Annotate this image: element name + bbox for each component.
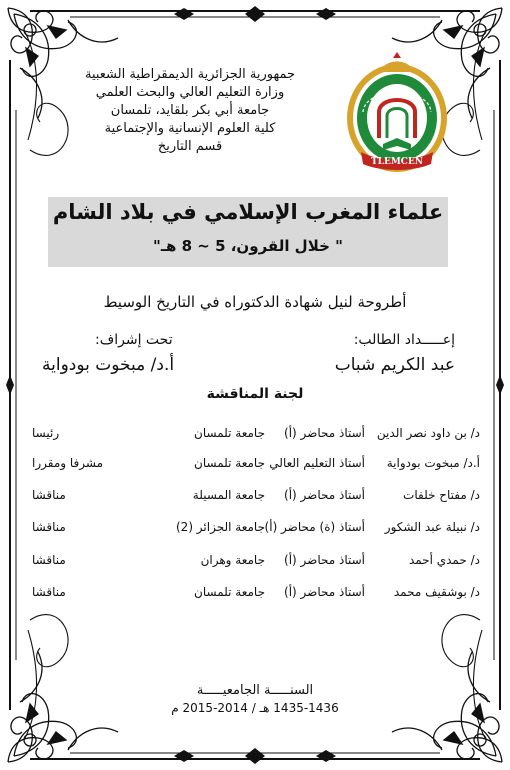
member-rank: أستاذ محاضر (أ): [284, 488, 365, 502]
member-role: مشرفا ومقررا: [32, 456, 104, 470]
member-rank: أستاذ (ة) محاضر (أ): [264, 520, 365, 534]
member-university: جامعة تلمسان: [194, 426, 265, 440]
member-role: مناقشا: [32, 520, 66, 534]
member-university: جامعة المسيلة: [192, 488, 265, 502]
student-name: عبد الكريم شباب: [334, 355, 455, 375]
member-role: مناقشا: [32, 488, 66, 502]
supervisor-name: أ.د/ مبخوت بودواية: [42, 355, 175, 375]
academic-year-label: السنـــــة الجامعيـــــة: [196, 683, 314, 698]
member-university: جامعة تلمسان: [194, 585, 265, 599]
thesis-degree-statement: أطروحة لنيل شهادة الدكتوراه في التاريخ الوسيط: [103, 293, 407, 311]
committee-title: لجنة المناقشة: [206, 386, 304, 402]
seal-tlemcen-text: TLEMCEN: [370, 157, 424, 167]
member-rank: أستاذ التعليم العالي: [269, 456, 365, 470]
member-name: د/ نبيلة عبد الشكور: [384, 520, 480, 534]
member-rank: أستاذ محاضر (أ): [284, 553, 365, 567]
university-name: جامعة أبي بكر بلقايد، تلمسان: [110, 103, 270, 118]
member-role: مناقشا: [32, 553, 66, 567]
thesis-subtitle: " خلال القرون، 5 ~ 8 هـ": [153, 237, 343, 255]
member-university: جامعة وهران: [200, 553, 265, 567]
member-name: د/ بن داود نصر الدين: [376, 426, 480, 440]
department-name: قسم التاريخ: [157, 139, 223, 154]
republic-name: جمهورية الجزائرية الديمقراطية الشعبية: [84, 67, 296, 82]
member-university: جامعة تلمسان: [194, 456, 265, 470]
member-name: أ.د/ مبخوت بودواية: [386, 456, 480, 470]
member-role: رئيسا: [32, 426, 60, 440]
member-rank: أستاذ محاضر (أ): [284, 585, 365, 599]
committee-row: [30, 488, 480, 508]
committee-row: [30, 553, 480, 573]
member-rank: أستاذ محاضر (أ): [284, 426, 365, 440]
supervisor-label: تحت إشراف:: [95, 332, 173, 348]
member-name: د/ بوشقيف محمد: [393, 585, 480, 599]
member-name: د/ مفتاح خلفات: [403, 488, 480, 502]
committee-row: [30, 520, 480, 540]
committee-row: [30, 456, 480, 476]
committee-row: [30, 585, 480, 605]
academic-year: 1435-1436 هـ / 2014-2015 م: [171, 701, 339, 715]
thesis-title: علماء المغرب الإسلامي في بلاد الشام: [52, 200, 444, 224]
member-role: مناقشا: [32, 585, 66, 599]
ministry-name: وزارة التعليم العالي والبحث العلمي: [95, 85, 285, 100]
committee-row: [30, 426, 480, 446]
university-seal-logo: [343, 52, 451, 178]
faculty-name: كلية العلوم الإنسانية والإجتماعية: [104, 121, 276, 136]
member-name: د/ حمدي أحمد: [408, 553, 480, 567]
member-university: جامعة الجزائر (2): [175, 520, 265, 534]
student-label: إعـــــداد الطالب:: [353, 332, 455, 348]
